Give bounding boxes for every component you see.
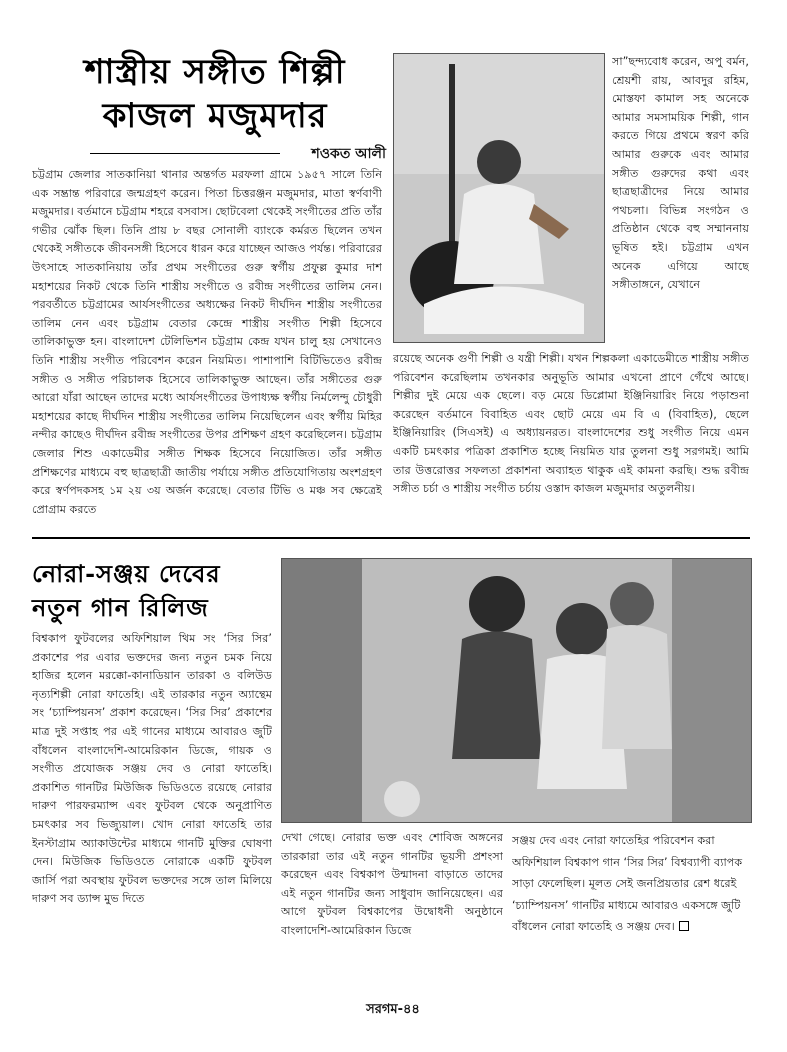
article2-title-line2: নতুন গান রিলিজ: [32, 593, 209, 622]
article2-column1: বিশ্বকাপ ফুটবলের অফিশিয়াল থিম সং ‘সির সির’ প্রকাশের পর এবার ভক্তদের জন্য নতুন চমক নিয়ে হাজির হলেন মরক্কো-কানাডিয়ান তারকা ও বলিউড নৃত্যশিল্পী নোরা ফাতেহি। এই তারকার নতুন অ্যান্থেম সং ‘চ্যাম্পিয়নস’ প্রকাশ করেছেন। ‘সির সির’ প্রকাশের মাত্র দুই সপ্তাহ পর এই গানের মাধ্যমে আবারও জুটি বাঁধলেন বাংলাদেশি-আমেরিকান ডিজে, গায়ক ও সংগীত প্রযোজক সঞ্জয় দেব ও নোরা ফাতেহি। প্রকাশিত গানটির মিউজিক ভিডিওতে রয়েছে নোরার দারুণ পারফরম্যান্স এবং ফুটবল থেকে অনুপ্রাণিত চমৎকার সব ভিজ্যুয়াল। খোদ নোরা ফাতেহি তার ইনস্টাগ্রাম অ্যাকাউন্টের মাধ্যমে গানটি মুক্তির ঘোষণা দেন। মিউজিক ভিডিওতে নোরাকে একটি ফুটবল জার্সি পরা অবস্থায় ফুটবল ভক্তদের সঙ্গে তাল মিলিয়ে দারুণ সব ড্যান্স মুভ দিতে: [32, 632, 272, 906]
article2-column2: দেখা গেছে। নোরার ভক্ত এবং শোবিজ অঙ্গনের তারকারা তার এই নতুন গানটির ভূয়সী প্রশংসা করেছেন এবং বিশ্বকাপ উন্মাদনা বাড়াতে তাদের এই নতুন গানটির জন্য সাধুবাদ জানিয়েছেন। এর আগে ফুটবল বিশ্বকাপের উদ্বোধনী অনুষ্ঠানে বাংলাদেশি-আমেরিকান ডিজে: [281, 831, 503, 937]
article1-byline: শওকত আলী: [311, 146, 386, 162]
article2-column3-wrap: [512, 829, 750, 949]
page-number: সরগম-৪৪: [366, 1002, 420, 1017]
nora-sanjoy-photo: [281, 558, 752, 823]
article1-title-line1: শাস্ত্রীয় সঙ্গীত শিল্পী: [84, 52, 346, 92]
byline-rule: [90, 153, 280, 154]
group-photo-illustration: [282, 559, 751, 822]
article2-column3: সঞ্জয় দেব এবং নোরা ফাতেহির পরিবেশন করা অফিশিয়াল বিশ্বকাপ গান ‘সির সির’ বিশ্বব্যাপী ব্যাপক সাড়া ফেলেছিল। মূলত সেই জনপ্রিয়তার রেশ ধরেই ‘চ্যাম্পিয়নস’ গানটির মাধ্যমে আবারও একসঙ্গে জুটি বাঁধলেন নোরা ফাতেহি ও সঞ্জয় দেব।: [512, 834, 743, 934]
tanpura-artist-illustration: [394, 54, 604, 342]
article1-column1: চট্টগ্রাম জেলার সাতকানিয়া থানার অন্তর্গত মরফলা গ্রামে ১৯৫৭ সালে তিনি এক সম্ভ্রান্ত পরিবারে জন্মগ্রহণ করেন। পিতা চিত্তরঞ্জন মজুমদার, মাতা স্বর্ণবাণী মজুমদার। বর্তমানে চট্টগ্রাম শহরে বসবাস। ছোটবেলা থেকেই সংগীতের প্রতি তাঁর গভীর ঝোঁক ছিল। তিনি প্রায় ৮ বছর সোনালী ব্যাংকে কর্মরত ছিলেন তখন থেকেই সঙ্গীতকে জীবনসঙ্গী হিসেবে ধারন করে যাচ্ছেন আজও পর্যন্ত। পরিবারের উৎসাহে সাতকানিয়ায় তাঁর প্রথম সংগীতের গুরু স্বর্গীয় প্রফুল্ল কুমার দাশ মহাশয়ের নিকট থেকে তিনি শাস্ত্রীয় সংগীতে ও রবীন্দ্র সংগীতের তালিম নেন। পরবর্তীতে চট্টগ্রামের আর্যসংগীতের অধ্যক্ষের নিকট দীর্ঘদিন শাস্ত্রীয় সংগীতের তালিম নেন এবং চট্টগ্রাম বেতার কেন্দ্রে শাস্ত্রীয় সংগীত শিল্পী হিসেবে তালিকাভুক্ত হন। বাংলাদেশ টেলিভিশন চট্টগ্রাম কেন্দ্র যখন চালু হয় সেখানেও তিনি শাস্ত্রীয় সংগীত পরিবেশন করেন নিয়মিত। পাশাপাশি বিটিভিতেও রবীন্দ্র সঙ্গীত ও সঙ্গীত পরিচালক হিসেবে তালিকাভুক্ত আছেন। তাঁর সঙ্গীতের গুরু আরো যাঁরা আছেন তাদের মধ্যে আর্যসংগীতের উপাধ্যক্ষ স্বর্গীয় নির্মলেন্দু চৌধুরী মহাশয়ের কাছে দীর্ঘদিন শাস্ত্রীয় সংগীতের তালিম নিয়েছিলেন এবং স্বর্গীয় মিহির নন্দীর কাছেও দীর্ঘদিন রবীন্দ্র সংগীতের উপর প্রশিক্ষণ গ্রহণ করেছিলেন। চট্টগ্রাম জেলার শিশু একাডেমীর সঙ্গীত শিক্ষক হিসেবে নিয়োজিত। তাঁর সঙ্গীত প্রশিক্ষণের মাধ্যমে বহু ছাত্রছাত্রী জাতীয় পর্যায়ে সঙ্গীত প্রতিযোগিতায় অংশগ্রহণ করে স্বর্ণপদকসহ ১ম ২য় ৩য় অর্জন করেছে। বেতার টিভি ও মঞ্চ সব ক্ষেত্রেই প্রোগ্রাম করতে: [32, 168, 382, 516]
article2-title-line1: নোরা-সঞ্জয় দেবের: [32, 559, 221, 588]
article1-column2: সা”ছন্দ্যবোধ করেন, অপু বর্মন, শ্রেয়শী রায়, আবদুর রহিম, মোস্তফা কামাল সহ অনেকে আমার সমসাময়িক শিল্পী, গান করতে গিয়ে প্রথমে স্বরণ করি আমার গুরুকে এবং আমার সঙ্গীত গুরুদের কথা এবং ছাত্রছাত্রীদের নিয়ে আমার পথচলা। বিভিন্ন সংগঠন ও প্রতিষ্ঠান থেকে বহু সম্মাননায় ভূষিত হই। চট্টগ্রাম এখন অনেক এগিয়ে আছে সঙ্গীতাঙ্গনে, যেখানে: [612, 55, 749, 292]
article1-bottom-text: রয়েছে অনেক গুণী শিল্পী ও যন্ত্রী শিল্পী। যখন শিল্পকলা একাডেমীতে শাস্ত্রীয় সঙ্গীত পরিবেশন করেছিলাম তখনকার অনুভূতি আমার এখনো প্রাণে গেঁথে আছে। শিল্পীর দুই মেয়ে এক ছেলে। বড় মেয়ে ডিপ্লোমা ইঞ্জিনিয়ারিং নিয়ে পড়াশুনা করেছেন বর্তমানে বিবাহিত এবং ছোট মেয়ে এম বি এ (বিবাহিত), ছেলে ইঞ্জিনিয়ারিং (সিএসই) এ অধ্যায়নরত। বাংলাদেশের শুধু সংগীত নিয়ে এমন একটি চমৎকার পত্রিকা প্রকাশিত হচ্ছে নিয়মিত যার তুলনা শুধু সরগমই। আমি তার উত্তরোত্তর সফলতা প্রকাশনা অব্যাহত থাকুক এই কামনা করছি। শুদ্ধ রবীন্দ্র সঙ্গীত চর্চা ও শাস্ত্রীয় সংগীত চর্চায় ওস্তাদ কাজল মজুমদার অতুলনীয়।: [393, 352, 749, 496]
tanpura-artist-photo: [393, 53, 605, 343]
square-end-icon: [679, 921, 689, 931]
article1-title-line2: কাজল মজুমদার: [102, 96, 328, 136]
section-divider: [32, 537, 750, 539]
